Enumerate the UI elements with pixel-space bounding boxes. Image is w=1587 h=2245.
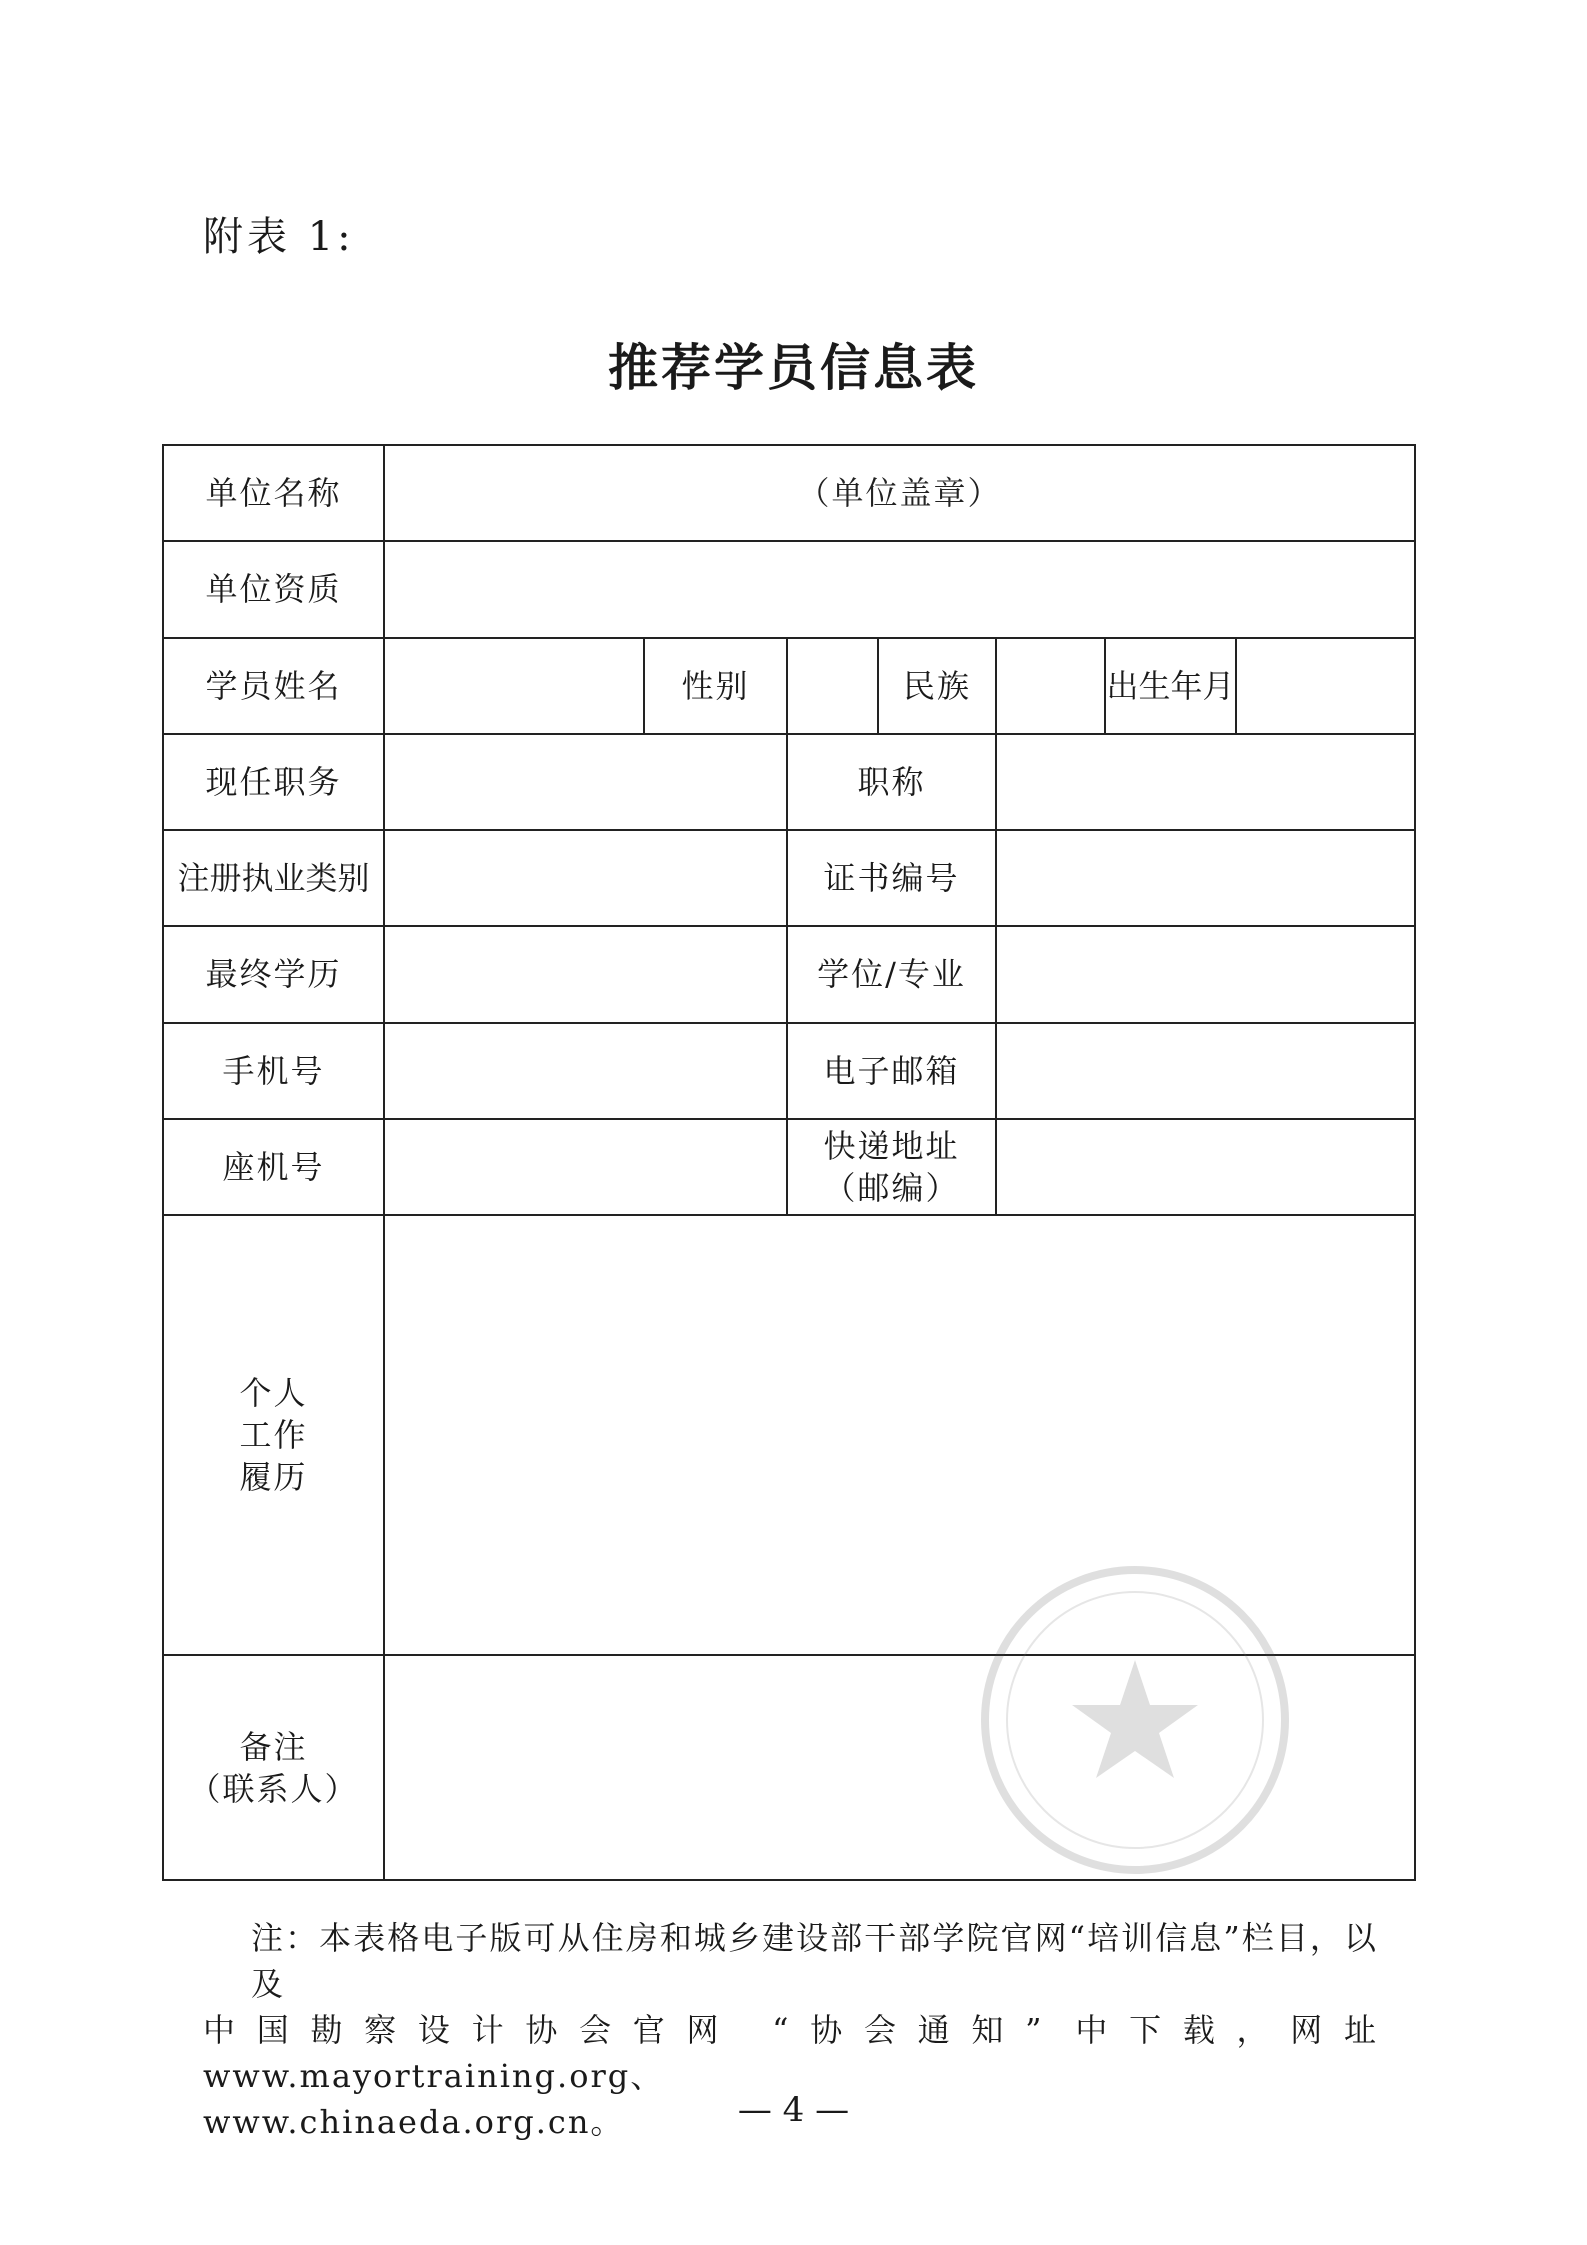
birth-field[interactable]: [1236, 638, 1415, 734]
experience-label-line3: 履历: [239, 1458, 308, 1497]
unit-name-field[interactable]: （单位盖章）: [384, 445, 1415, 541]
row-remarks: [163, 1655, 1415, 1880]
experience-label-line2: 工作: [239, 1416, 308, 1455]
mobile-field[interactable]: [384, 1023, 787, 1119]
experience-label-line1: 个人: [239, 1374, 308, 1413]
row-current-position: [163, 734, 1415, 830]
mobile-label: 手机号: [163, 1023, 384, 1119]
certificate-number-label: 证书编号: [787, 830, 996, 926]
experience-field[interactable]: [384, 1215, 1415, 1655]
row-unit-qualification: [163, 541, 1415, 637]
remarks-field[interactable]: [384, 1655, 1415, 1880]
gender-label: 性别: [644, 638, 787, 734]
page-number: — 4 —: [737, 2090, 850, 2130]
row-experience: [163, 1215, 1415, 1655]
remarks-label-line1: 备注: [239, 1727, 308, 1766]
degree-major-field[interactable]: [996, 926, 1415, 1022]
email-field[interactable]: [996, 1023, 1415, 1119]
education-label: 最终学历: [163, 926, 384, 1022]
row-mobile: [163, 1023, 1415, 1119]
address-label-line2: （邮编）: [823, 1168, 960, 1207]
current-position-field[interactable]: [384, 734, 787, 830]
address-field[interactable]: [996, 1119, 1415, 1215]
gender-field[interactable]: [787, 638, 878, 734]
job-title-field[interactable]: [996, 734, 1415, 830]
current-position-label: 现任职务: [163, 734, 384, 830]
address-label: [787, 1119, 996, 1215]
footnote-line2: 中国勘察设计协会官网 “协会通知” 中下载，网址 www.mayortraining.org、: [203, 2011, 1378, 2095]
ethnicity-label: 民族: [878, 638, 996, 734]
remarks-label-line2: （联系人）: [188, 1769, 359, 1808]
landline-label: 座机号: [163, 1119, 384, 1215]
certificate-number-field[interactable]: [996, 830, 1415, 926]
unit-qualification-label: 单位资质: [163, 541, 384, 637]
registration-category-field[interactable]: [384, 830, 787, 926]
address-label-line1: 快递地址: [823, 1126, 960, 1165]
student-info-form: [162, 444, 1416, 1881]
row-registration: [163, 830, 1415, 926]
row-student-name: [163, 638, 1415, 734]
footnote-line3: www.chinaeda.org.cn。: [203, 2103, 625, 2141]
attachment-label: 附表 1:: [203, 214, 355, 260]
document-title: 推荐学员信息表: [608, 339, 979, 397]
remarks-label: [163, 1655, 384, 1880]
education-field[interactable]: [384, 926, 787, 1022]
row-unit-name: [163, 445, 1415, 541]
student-name-field[interactable]: [384, 638, 644, 734]
job-title-label: 职称: [787, 734, 996, 830]
registration-category-label: 注册执业类别: [163, 830, 384, 926]
experience-label: [163, 1215, 384, 1655]
row-education: [163, 926, 1415, 1022]
unit-name-label: 单位名称: [163, 445, 384, 541]
landline-field[interactable]: [384, 1119, 787, 1215]
degree-major-label: 学位/专业: [787, 926, 996, 1022]
footnote-line1: 注：本表格电子版可从住房和城乡建设部干部学院官网“培训信息”栏目，以及: [251, 1919, 1378, 2003]
row-landline: [163, 1119, 1415, 1215]
ethnicity-field[interactable]: [996, 638, 1105, 734]
unit-qualification-field[interactable]: [384, 541, 1415, 637]
email-label: 电子邮箱: [787, 1023, 996, 1119]
birth-label: 出生年月: [1105, 638, 1236, 734]
student-name-label: 学员姓名: [163, 638, 384, 734]
